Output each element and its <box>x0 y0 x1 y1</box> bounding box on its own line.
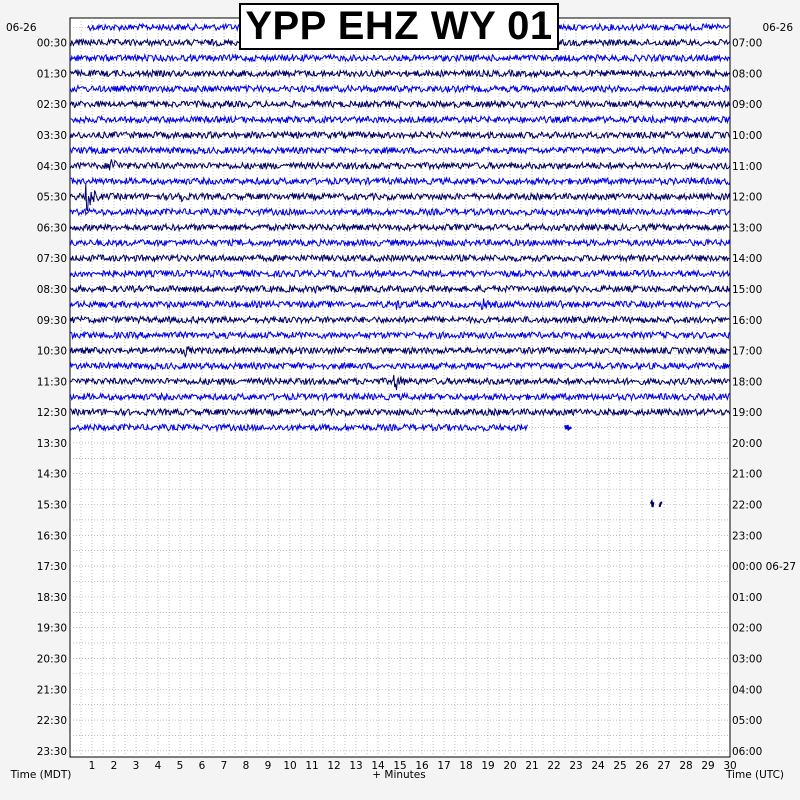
x-tick-label: 13 <box>349 760 363 772</box>
right-tick-label: 21:00 <box>732 468 763 481</box>
left-tick-label: 15:30 <box>36 499 67 512</box>
x-tick-label: 9 <box>264 760 272 772</box>
x-tick-label: 5 <box>176 760 184 772</box>
left-axis-label: Time (MDT) <box>10 769 72 781</box>
right-tick-label: 09:00 <box>732 99 763 112</box>
x-tick-label: 21 <box>525 760 539 772</box>
left-tick-label: 11:30 <box>36 376 67 389</box>
left-tick-label: 02:30 <box>36 99 67 112</box>
x-tick-label: 4 <box>154 760 162 772</box>
left-tick-label: 00:30 <box>36 37 67 50</box>
right-tick-label: 06:00 <box>732 745 763 758</box>
x-tick-label: 22 <box>547 760 561 772</box>
x-tick-label: 11 <box>305 760 319 772</box>
left-tick-label: 06:30 <box>36 222 67 235</box>
x-tick-label: 24 <box>591 760 605 772</box>
left-tick-label: 01:30 <box>36 68 67 81</box>
x-tick-label: 10 <box>283 760 297 772</box>
right-date-label: 06-26 <box>762 22 793 34</box>
x-tick-label: 28 <box>679 760 693 772</box>
left-tick-label: 18:30 <box>36 591 67 604</box>
right-tick-label: 12:00 <box>732 191 763 204</box>
x-tick-label: 2 <box>110 760 118 772</box>
right-tick-label: 20:00 <box>732 437 763 450</box>
left-tick-label: 09:30 <box>36 314 67 327</box>
x-tick-label: 29 <box>701 760 715 772</box>
x-tick-label: 18 <box>459 760 473 772</box>
left-tick-label: 20:30 <box>36 653 67 666</box>
x-tick-label: 20 <box>503 760 517 772</box>
right-tick-label: 23:00 <box>732 530 763 543</box>
right-tick-label: 07:00 <box>732 37 763 50</box>
right-tick-label: 02:00 <box>732 622 763 635</box>
x-tick-label: 19 <box>481 760 495 772</box>
right-tick-label: 03:00 <box>732 653 763 666</box>
right-tick-label: 13:00 <box>732 222 763 235</box>
chart-title: YPP EHZ WY 01 <box>245 4 553 48</box>
left-tick-label: 17:30 <box>36 561 67 574</box>
right-tick-label: 01:00 <box>732 591 763 604</box>
left-tick-label: 19:30 <box>36 622 67 635</box>
left-tick-label: 23:30 <box>36 745 67 758</box>
right-tick-label: 11:00 <box>732 160 763 173</box>
right-tick-label: 17:00 <box>732 345 763 358</box>
x-tick-label: 23 <box>569 760 583 772</box>
x-tick-label: 17 <box>437 760 451 772</box>
right-tick-label: 14:00 <box>732 253 763 266</box>
right-tick-label: 10:00 <box>732 130 763 143</box>
left-tick-label: 12:30 <box>36 407 67 420</box>
left-tick-label: 14:30 <box>36 468 67 481</box>
x-tick-label: 27 <box>657 760 671 772</box>
x-tick-label: 1 <box>88 760 96 772</box>
x-tick-label: 16 <box>415 760 429 772</box>
left-tick-label: 22:30 <box>36 715 67 728</box>
right-tick-label: 05:00 <box>732 715 763 728</box>
x-tick-label: 30 <box>723 760 737 772</box>
left-tick-label: 07:30 <box>36 253 67 266</box>
x-tick-label: 3 <box>132 760 140 772</box>
x-tick-label: 15 <box>393 760 407 772</box>
x-tick-label: 8 <box>242 760 250 772</box>
right-axis-label: Time (UTC) <box>725 769 785 781</box>
left-tick-label: 13:30 <box>36 437 67 450</box>
x-tick-label: 7 <box>220 760 228 772</box>
x-tick-label: 6 <box>198 760 206 772</box>
right-tick-label: 22:00 <box>732 499 763 512</box>
left-tick-label: 21:30 <box>36 684 67 697</box>
right-tick-label: 08:00 <box>732 68 763 81</box>
left-tick-label: 10:30 <box>36 345 67 358</box>
left-tick-label: 08:30 <box>36 283 67 296</box>
right-tick-label: 19:00 <box>732 407 763 420</box>
left-tick-label: 05:30 <box>36 191 67 204</box>
right-tick-label: 00:00 06-27 <box>732 561 797 574</box>
x-tick-label: 26 <box>635 760 649 772</box>
x-tick-label: 25 <box>613 760 627 772</box>
x-axis-label: + Minutes <box>372 769 426 781</box>
right-tick-label: 18:00 <box>732 376 763 389</box>
left-tick-label: 16:30 <box>36 530 67 543</box>
x-tick-label: 14 <box>371 760 385 772</box>
right-tick-label: 16:00 <box>732 314 763 327</box>
right-tick-label: 04:00 <box>732 684 763 697</box>
chart-title-box <box>239 3 559 50</box>
left-date-label: 06-26 <box>6 22 37 34</box>
right-tick-label: 15:00 <box>732 283 763 296</box>
left-tick-label: 04:30 <box>36 160 67 173</box>
left-tick-label: 03:30 <box>36 130 67 143</box>
x-tick-label: 12 <box>327 760 341 772</box>
